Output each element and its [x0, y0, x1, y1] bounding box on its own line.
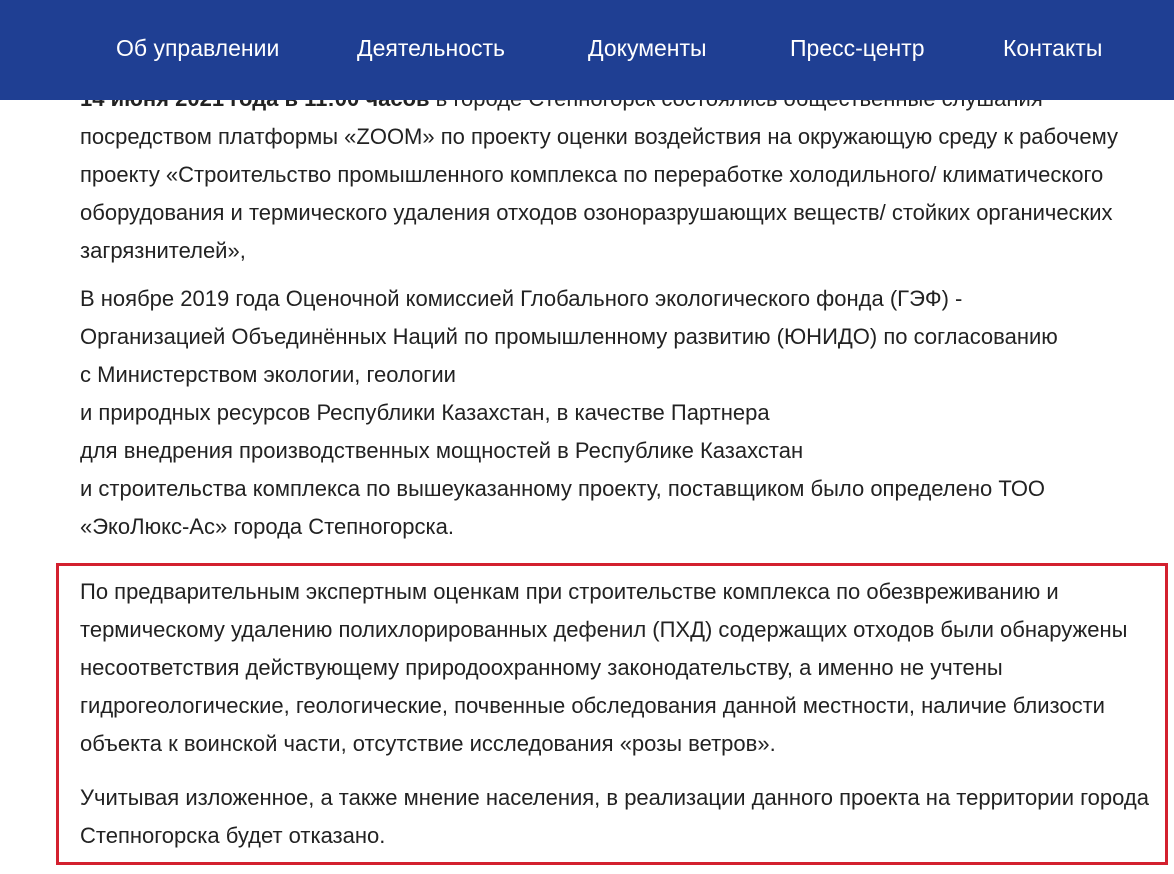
paragraph-line: Организацией Объединённых Наций по промышленному развитию (ЮНИДО) по согласованию: [80, 324, 1058, 349]
top-navigation-bar: [0, 0, 1174, 100]
paragraph-line: «ЭкоЛюкс-Ас» города Степногорска.: [80, 514, 454, 539]
paragraph-line: и строительства комплекса по вышеуказанному проекту, поставщиком было определено ТОО: [80, 476, 1046, 501]
nav-item-documents[interactable]: Документы: [588, 35, 707, 61]
nav-item-press-center[interactable]: Пресс-центр: [790, 35, 925, 61]
paragraph-expert-assessment: По предварительным экспертным оценкам при строительстве комплекса по обезвреживанию и термическому удалению полихлорированных дефенил (ПХД) содержащих отходов были обнаружены несоответствия действующему природоохранному законодательству, а именно не учтены гидрогеологические, геологические, почвенные обследования данной местности, наличие близости объекта к воинской части, отсутствие исследования «розы ветров».: [80, 579, 1128, 756]
hearing-text: посредством платформы «ZOOM» по проекту оценки воздействия на окружающую среду к рабочему проекту «Строительство промышленного комплекса по переработке холодильного/ климатического оборудования и термического удаления отходов озоноразрушающих веществ/ стойких органических загрязнителей»,: [80, 124, 1118, 263]
paragraph-gef-partner: [80, 280, 1170, 546]
paragraph-line: и природных ресурсов Республики Казахстан, в качестве Партнера: [80, 400, 770, 425]
nav-item-about[interactable]: Об управлении: [116, 35, 280, 61]
paragraph-line: В ноябре 2019 года Оценочной комиссией Глобального экологического фонда (ГЭФ) -: [80, 286, 963, 311]
article-body: [80, 80, 1170, 556]
highlighted-section: [80, 573, 1170, 855]
nav-item-activity[interactable]: Деятельность: [357, 35, 506, 61]
paragraph-line: с Министерством экологии, геологии: [80, 362, 456, 387]
paragraph-line: для внедрения производственных мощностей в Республике Казахстан: [80, 438, 804, 463]
paragraph-conclusion: Учитывая изложенное, а также мнение населения, в реализации данного проекта на территории города Степногорска будет отказано.: [80, 785, 1149, 848]
nav-item-contacts[interactable]: Контакты: [1003, 35, 1103, 61]
paragraph-public-hearings: [80, 80, 1170, 270]
